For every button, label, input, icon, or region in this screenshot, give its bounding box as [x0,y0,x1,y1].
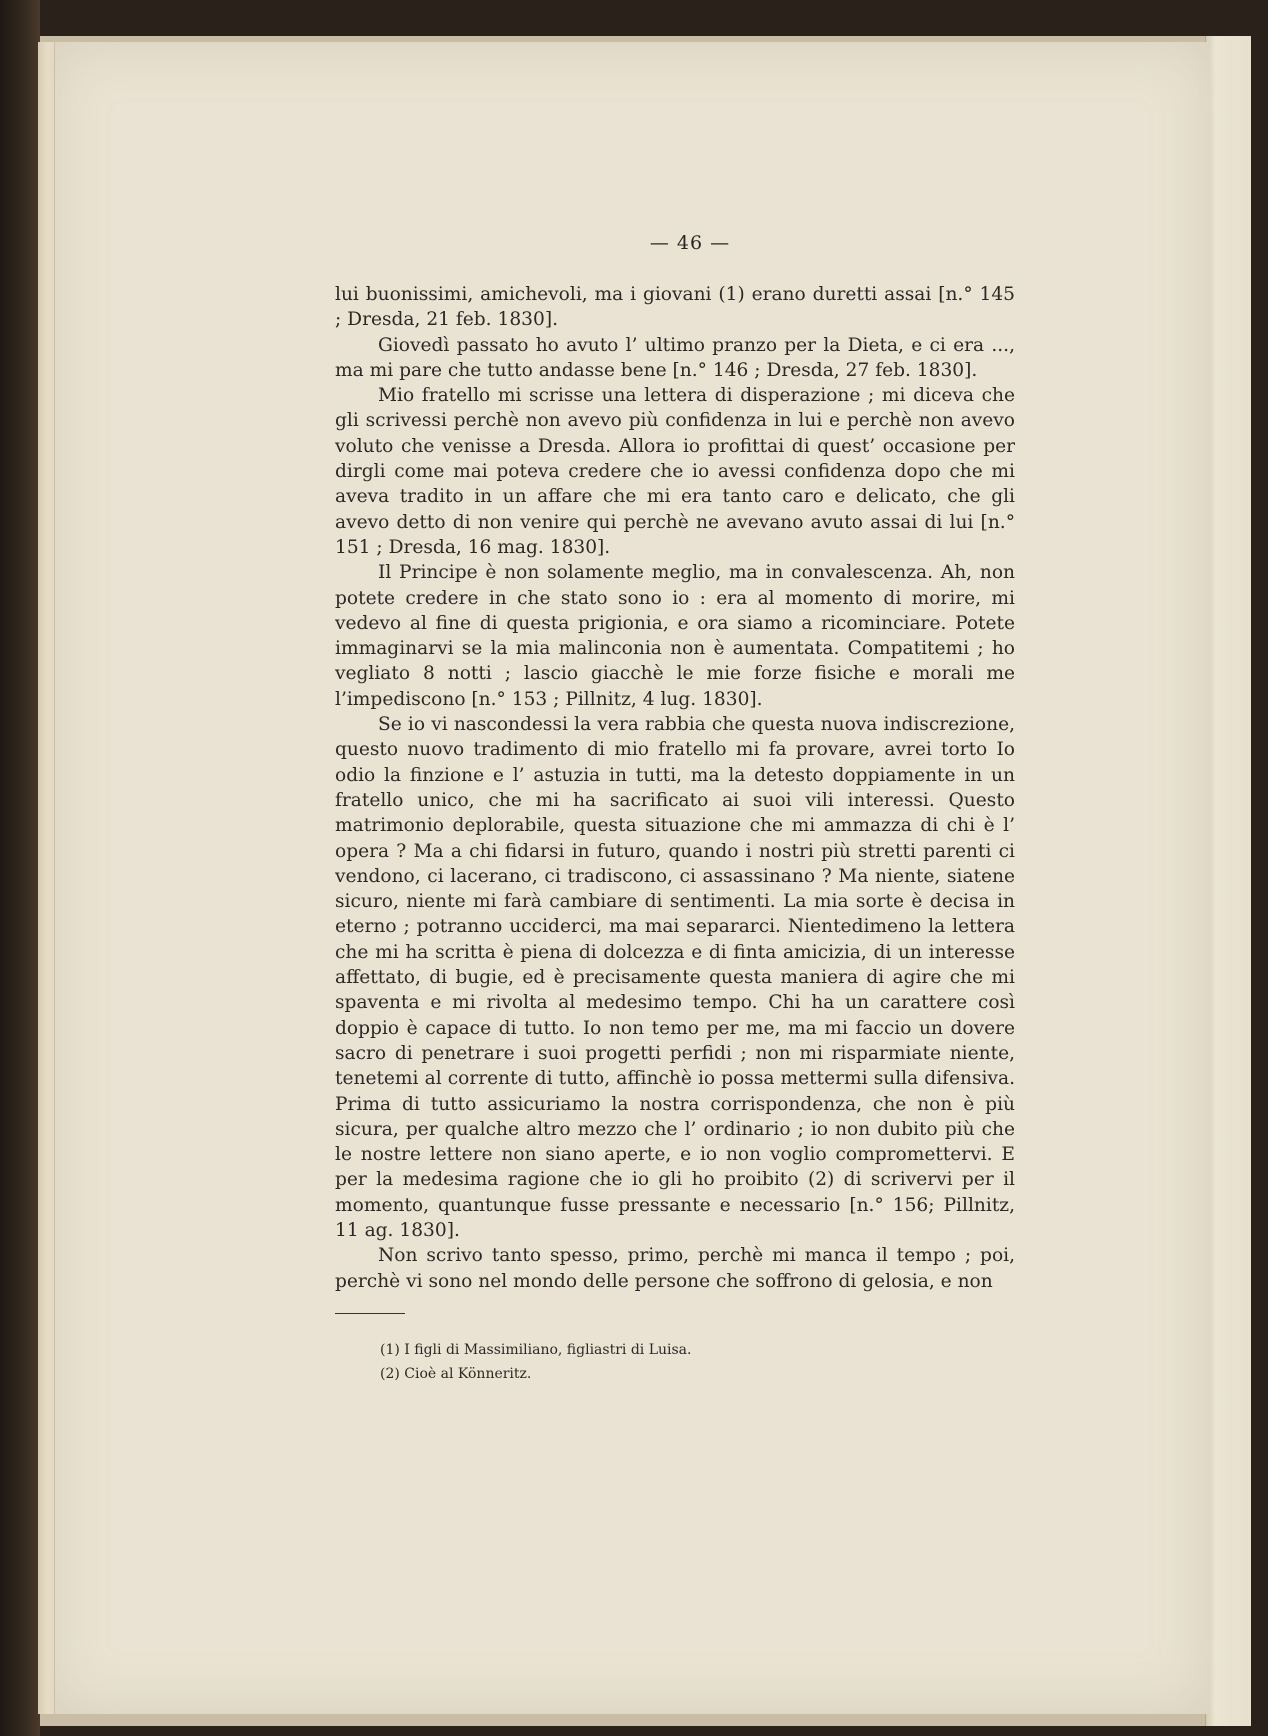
footnotes [380,1338,900,1386]
book-spine-shadow [0,0,40,1736]
paragraph: Se io vi nascondessi la vera rabbia che questa nuova indiscrezione, questo nuovo tradimento di mio fratello mi fa provare, avrei torto Io odio la finzione e l’ astuzia in tutti, ma la detesto doppiamente in un fratello unico, che mi ha sacrificato ai suoi vili interessi. Questo matrimonio deplorabile, questa situazione che mi ammazza di chi è l’ opera ? Ma a chi fidarsi in futuro, quando i nostri più stretti parenti ci vendono, ci lacerano, ci tradiscono, ci assassinano ? Ma niente, siatene sicuro, niente mi farà cambiare di sentimenti. La mia sorte è decisa in eterno ; potranno ucciderci, ma mai separarci. Nientedimeno la lettera che mi ha scritta è piena di dolcezza e di finta amicizia, di un interesse affettato, di bugie, ed è precisamente questa maniera di agire che mi spaventa e mi rivolta al medesimo tempo. Chi ha un carattere così doppio è capace di tutto. Io non temo per me, ma mi faccio un dovere sacro di penetrare i suoi progetti perfidi ; non mi risparmiate niente, tenetemi al corrente di tutto, affinchè io possa mettermi sulla difensiva. Prima di tutto assicuriamo la nostra corrispondenza, che non è più sicura, per qualche altro mezzo che l’ ordinario ; io non dubito più che le nostre lettere non siano aperte, e io non voglio compromettervi. E per la medesima ragione che io gli ho proibito (2) di scrivervi per il momento, quantunque fusse pressante e necessario [n.° 156; Pillnitz, 11 ag. 1830]. [335,714,1015,1241]
paragraph: Giovedì passato ho avuto l’ ultimo pranzo per la Dieta, e ci era ..., ma mi pare che tutto andasse bene [n.° 146 ; Dresda, 27 feb. 1830]. [335,334,1015,381]
footnote-rule [335,1313,405,1314]
paragraph: Il Principe è non solamente meglio, ma in convalescenza. Ah, non potete credere in che stato sono io : era al momento di morire, mi vedevo al fine di questa prigionia, e ora siamo a ricominciare. Potete immaginarvi se la mia malinconia non è aumentata. Compatitemi ; ho vegliato 8 notti ; lascio giacchè le mie forze fisiche e morali me l’impediscono [n.° 153 ; Pillnitz, 4 lug. 1830]. [335,562,1015,710]
paragraph: Non scrivo tanto spesso, primo, perchè mi manca il tempo ; poi, perchè vi sono nel mondo delle persone che soffrono di gelosia, e non [335,1245,1015,1292]
footnote: (1) I figli di Massimiliano, figliastri di Luisa. [380,1342,692,1358]
body-text [335,282,1015,1294]
page-number: — 46 — [649,232,731,254]
page-stack-edge [38,42,55,1714]
paragraph: lui buonissimi, amichevoli, ma i giovani (1) erano duretti assai [n.° 145 ; Dresda, 21 feb. 1830]. [335,284,1015,331]
adjacent-page-edge [1205,36,1251,1726]
footnote: (2) Cioè al Könneritz. [380,1366,532,1382]
paragraph: Mio fratello mi scrisse una lettera di disperazione ; mi diceva che gli scrivessi perchè non avevo più confidenza in lui e perchè non avevo voluto che venisse a Dresda. Allora io profittai di quest’ occasione per dirgli come mai poteva credere che io avessi confidenza dopo che mi aveva tradito in un affare che mi era tanto caro e delicato, che gli avevo detto di non venire qui perchè ne avevano avuto assai di lui [n.° 151 ; Dresda, 16 mag. 1830]. [335,385,1015,558]
